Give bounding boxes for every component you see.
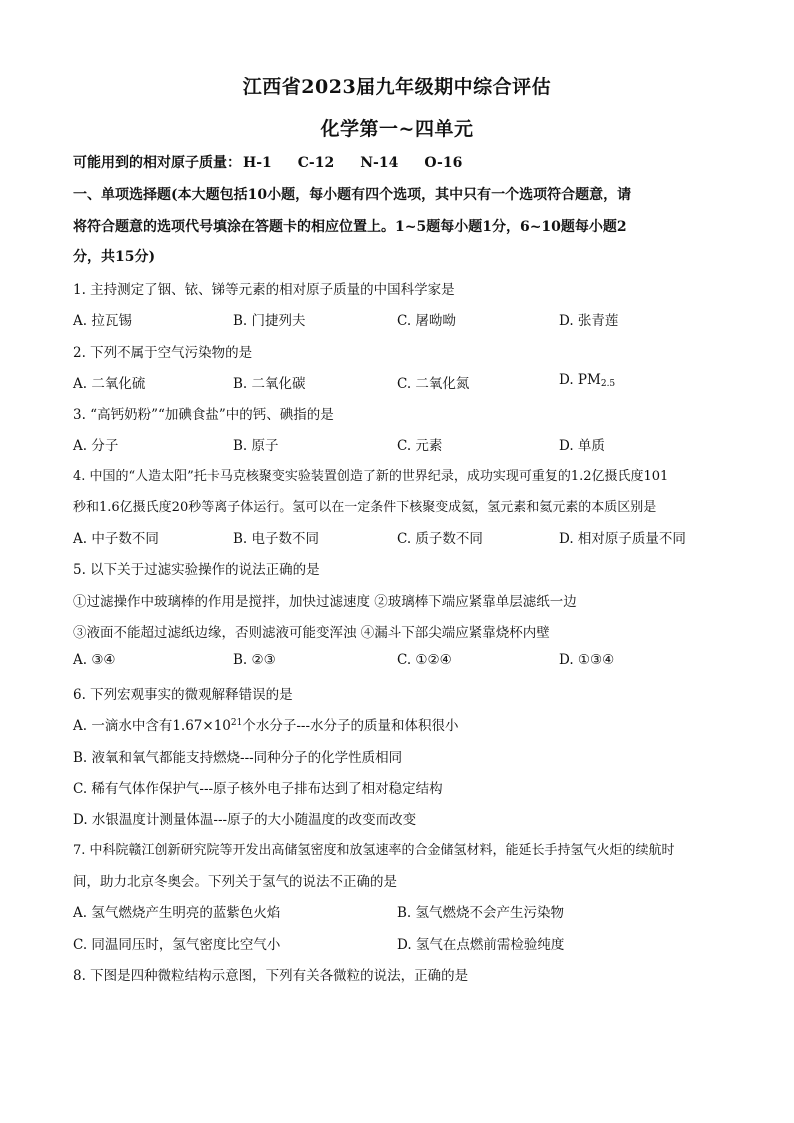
section-instructions-line-1: 一、单项选择题(本大题包括10小题，每小题有四个选项，其中只有一个选项符合题意，请 (73, 187, 632, 203)
atomic-mass-n: N-14 (360, 155, 399, 171)
exam-title: 江西省2023届九年级期中综合评估 (242, 76, 552, 98)
question-6-stem: 6. 下列宏观事实的微观解释错误的是 (73, 687, 293, 703)
question-1-option-b[interactable]: B. 门捷列夫 (233, 313, 306, 329)
question-6-option-c[interactable]: C. 稀有气体作保护气---原子核外电子排布达到了相对稳定结构 (73, 781, 443, 797)
question-5-statements-line-1: ①过滤操作中玻璃棒的作用是搅拌，加快过滤速度 ②玻璃棒下端应紧靠单层滤纸一边 (73, 594, 577, 610)
question-4-stem-line-2: 秒和1.6亿摄氏度20秒等离子体运行。氢可以在一定条件下核聚变成氦，氢元素和氦元素的本质区别是 (73, 500, 657, 515)
question-4-option-d[interactable]: D. 相对原子质量不同 (559, 531, 686, 547)
atomic-mass-c: C-12 (297, 155, 335, 171)
atomic-mass-h: H-1 (243, 155, 272, 171)
question-4-stem-line-1: 4. 中国的“人造太阳”托卡马克核聚变实验装置创造了新的世界纪录，成功实现可重复的1.2亿摄氏度101 (73, 469, 669, 484)
atomic-mass-o: O-16 (424, 155, 463, 171)
question-5-statements-line-2: ③液面不能超过滤纸边缘，否则滤液可能变浑浊 ④漏斗下部尖端应紧靠烧杯内壁 (73, 625, 550, 641)
question-3-option-d[interactable]: D. 单质 (559, 438, 605, 454)
question-5-option-a[interactable]: A. ③④ (73, 652, 116, 668)
atomic-mass-label: 可能用到的相对原子质量： (73, 155, 241, 171)
question-2-option-c[interactable]: C. 二氧化氮 (397, 376, 470, 392)
question-7-stem-line-2: 间，助力北京冬奥会。下列关于氢气的说法不正确的是 (73, 874, 397, 890)
question-4-option-a[interactable]: A. 中子数不同 (73, 531, 159, 547)
question-6-option-d[interactable]: D. 水银温度计测量体温---原子的大小随温度的改变而改变 (73, 812, 417, 828)
question-7-option-d[interactable]: D. 氢气在点燃前需检验纯度 (397, 937, 565, 953)
question-4-option-c[interactable]: C. 质子数不同 (397, 531, 483, 547)
question-4-option-b[interactable]: B. 电子数不同 (233, 531, 320, 547)
question-3-option-b[interactable]: B. 原子 (233, 438, 279, 454)
question-1-option-a[interactable]: A. 拉瓦锡 (73, 313, 132, 329)
question-2-option-d-subscript: 2.5 (600, 379, 616, 389)
section-instructions-line-2: 将符合题意的选项代号填涂在答题卡的相应位置上。1~5题每小题1分，6~10题每小题2 (73, 219, 627, 235)
question-5-option-b[interactable]: B. ②③ (233, 652, 276, 668)
question-3-stem: 3. “高钙奶粉”“加碘食盐”中的钙、碘指的是 (73, 407, 334, 423)
question-2-option-d-text: D. PM (559, 372, 601, 388)
question-7-option-b[interactable]: B. 氢气燃烧不会产生污染物 (397, 905, 565, 921)
question-5-stem: 5. 以下关于过滤实验操作的说法正确的是 (73, 562, 320, 578)
question-7-option-c[interactable]: C. 同温同压时，氢气密度比空气小 (73, 937, 281, 953)
question-1-stem: 1. 主持测定了铟、铱、锑等元素的相对原子质量的中国科学家是 (73, 282, 455, 298)
question-2-option-d[interactable] (559, 372, 615, 389)
question-5-option-c[interactable]: C. ①②④ (397, 652, 452, 668)
question-2-stem: 2. 下列不属于空气污染物的是 (73, 345, 253, 361)
question-2-option-a[interactable]: A. 二氧化硫 (73, 376, 146, 392)
question-2-option-b[interactable]: B. 二氧化碳 (233, 376, 306, 392)
question-1-option-c[interactable]: C. 屠呦呦 (397, 313, 456, 329)
question-3-option-c[interactable]: C. 元素 (397, 438, 443, 454)
question-7-stem-line-1: 7. 中科院赣江创新研究院等开发出高储氢密度和放氢速率的合金储氢材料，能延长手持氢气火炬的续航时 (73, 843, 675, 858)
question-6-option-a-exponent: 21 (230, 718, 243, 728)
question-7-option-a[interactable]: A. 氢气燃烧产生明亮的蓝紫色火焰 (73, 905, 281, 921)
question-6-option-a-text: A. 一滴水中含有1.67×10 (73, 718, 231, 734)
exam-subtitle: 化学第一~四单元 (320, 118, 474, 140)
question-5-option-d[interactable]: D. ①③④ (559, 652, 615, 668)
question-3-option-a[interactable]: A. 分子 (73, 438, 119, 454)
question-1-option-d[interactable]: D. 张青莲 (559, 313, 619, 329)
question-6-option-a[interactable] (73, 714, 459, 734)
question-6-option-b[interactable]: B. 液氧和氧气都能支持燃烧---同种分子的化学性质相同 (73, 750, 403, 766)
question-6-option-a-text-tail: 个水分子---水分子的质量和体积很小 (242, 718, 459, 734)
atomic-mass-line (73, 152, 462, 172)
section-instructions-line-3: 分，共15分) (73, 249, 156, 265)
question-8-stem: 8. 下图是四种微粒结构示意图，下列有关各微粒的说法，正确的是 (73, 968, 469, 984)
